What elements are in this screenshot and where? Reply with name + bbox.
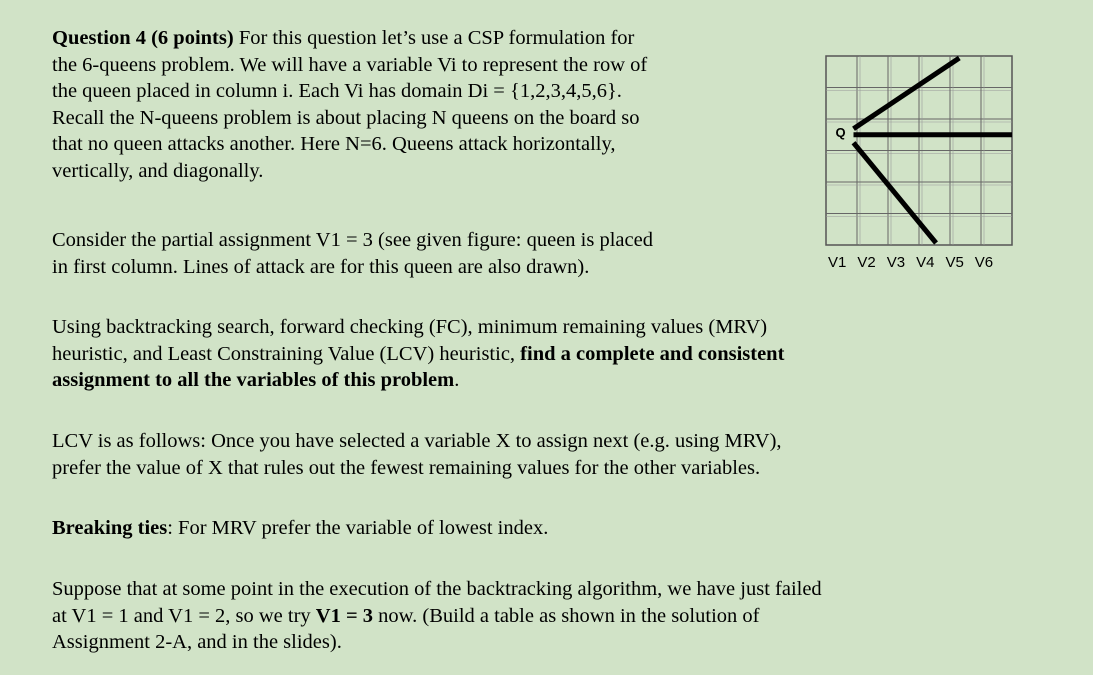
queens-board-figure [818, 50, 1023, 280]
lcv-line-1: LCV is as follows: Once you have selected a variable X to assign next (e.g. using MRV), [52, 430, 782, 452]
question-4-line-2: the 6-queens problem. We will have a variable Vi to represent the row of [52, 53, 648, 76]
queen-label: Q [835, 124, 846, 140]
lcv-line-2: prefer the value of X that rules out the fewest remaining values for the other variables. [52, 456, 761, 479]
method-line-2: heuristic, and Least Constraining Value (LCV) heuristic, find a complete and consistent [52, 342, 785, 365]
column-label: V5 [945, 254, 964, 271]
question-4-line-1: Question 4 (6 points) For this question let’s use a CSP formulation for [52, 27, 635, 49]
partial-assignment-line-2: in first column. Lines of attack are for this queen are also drawn). [52, 255, 590, 278]
question-4-line-5: that no queen attacks another. Here N=6. Queens attack horizontally, [52, 133, 616, 155]
method-line-1: Using backtracking search, forward checking (FC), minimum remaining values (MRV) [52, 316, 768, 338]
suppose-line-3: Assignment 2-A, and in the slides). [52, 631, 342, 653]
question-4-line-3: the queen placed in column i. Each Vi has domain Di = {1,2,3,4,5,6}. [52, 80, 622, 102]
column-label: V2 [857, 254, 876, 271]
partial-assignment-line-1: Consider the partial assignment V1 = 3 (see given figure: queen is placed [52, 229, 653, 251]
column-labels [828, 254, 993, 271]
column-label: V1 [828, 254, 847, 271]
breaking-ties-line: Breaking ties: For MRV prefer the variable of lowest index. [52, 517, 549, 539]
question-4-line-6: vertically, and diagonally. [52, 159, 264, 182]
method-line-3: assignment to all the variables of this problem. [52, 369, 460, 391]
question-4-line-4: Recall the N-queens problem is about placing N queens on the board so [52, 106, 640, 129]
suppose-line-2: at V1 = 1 and V1 = 2, so we try V1 = 3 now. (Build a table as shown in the solution of [52, 604, 760, 627]
suppose-line-1: Suppose that at some point in the execution of the backtracking algorithm, we have just failed [52, 578, 822, 600]
queens-board [818, 50, 1023, 250]
column-label: V4 [916, 254, 935, 271]
column-label: V6 [974, 254, 994, 271]
column-label: V3 [886, 254, 906, 271]
question-4-heading: Question 4 (6 points) [52, 27, 234, 49]
